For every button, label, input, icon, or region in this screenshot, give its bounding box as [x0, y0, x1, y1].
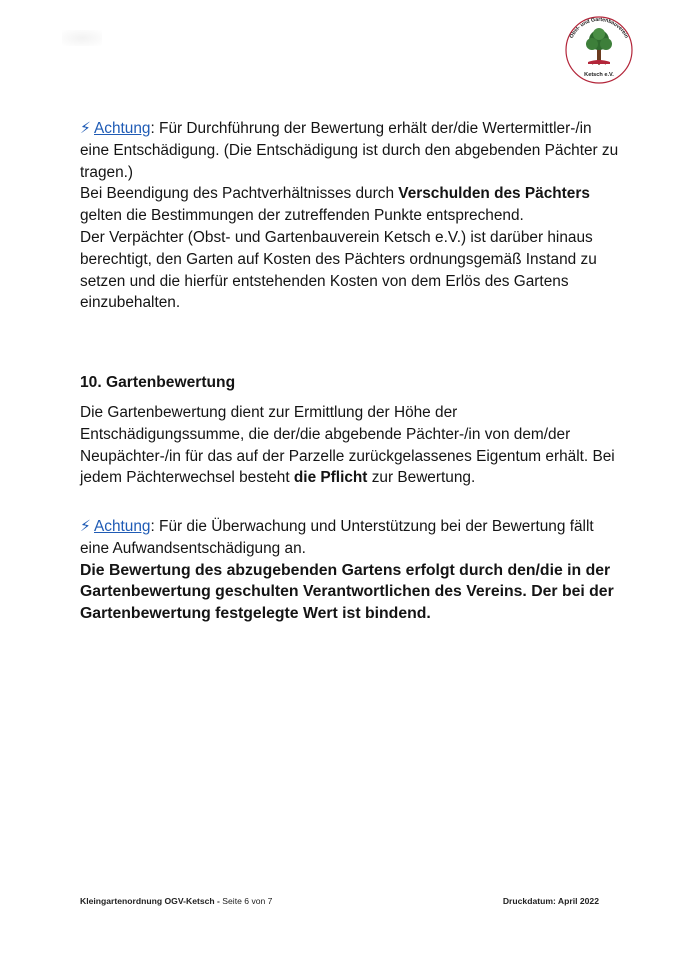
footer-title	[80, 896, 272, 906]
paragraph-verschulden	[80, 183, 620, 227]
paragraph-aufwand	[80, 516, 620, 560]
paragraph-gartenbewertung	[80, 402, 620, 489]
paragraph-text: gelten die Bestimmungen der zutreffenden Punkte entsprechend.	[80, 207, 524, 225]
achtung-block-1	[80, 118, 620, 314]
achtung-block-2	[80, 516, 620, 625]
paragraph-text: : Für die Überwachung und Unterstützung bei der Bewertung fällt eine Aufwandsentschädigung an.	[80, 518, 594, 557]
achtung-link[interactable]: Achtung	[94, 120, 151, 137]
bold-text: Verschulden des Pächters	[398, 185, 590, 203]
footer-doc-name: Kleingartenordnung OGV-Ketsch -	[80, 896, 223, 906]
logo-text-bottom: Ketsch e.V.	[584, 72, 614, 78]
lightning-icon: ⚡	[80, 120, 91, 137]
paragraph-verpaechter: Der Verpächter (Obst- und Gartenbauverein Ketsch e.V.) ist darüber hinaus berechtigt, den Garten auf Kosten des Pächters ordnungsgemäß Instand zu setzen und die hierfür entstehenden Kosten von dem Erlös des Gartens einzubehalten.	[80, 228, 597, 312]
section-heading: 10. Gartenbewertung	[80, 374, 236, 391]
page-number: Seite 6 von 7	[222, 896, 273, 906]
paragraph-text: Die Gartenbewertung dient zur Ermittlung der Höhe der Entschädigungssumme, die der/die abgebende Pächter-/in von dem/der Neupächter-/in für das auf der Parzelle zurückgelassenes Eigentum erhält. Bei jedem Pächterwechsel besteht	[80, 404, 615, 487]
footer-print-date: Druckdatum: April 2022	[502, 896, 599, 906]
paragraph-bewertung-bindend: Die Bewertung des abzugebenden Gartens erfolgt durch den/die in der Gartenbewertung geschulten Verantwortlichen des Vereins. Der bei der Gartenbewertung festgelegte Wert ist bindend.	[80, 561, 614, 623]
achtung-link[interactable]: Achtung	[94, 518, 151, 535]
paragraph-text: : Für Durchführung der Bewertung erhält der/die Wertermittler-/in eine Entschädigung. (Die Entschädigung ist durch den abgebenden Pächter zu tragen.)	[80, 120, 619, 181]
paragraph-entschaedigung	[80, 118, 620, 183]
paragraph-text: zur Bewertung.	[367, 469, 476, 487]
logo-text-top: Obst- und Gartenbauverein	[568, 16, 630, 40]
scan-artifact	[62, 30, 102, 46]
bold-text: die Pflicht	[293, 469, 368, 487]
paragraph-text: Bei Beendigung des Pachtverhältnisses durch	[80, 185, 399, 203]
section-10-body	[80, 402, 620, 489]
club-logo	[560, 14, 638, 86]
lightning-icon: ⚡	[80, 518, 91, 535]
